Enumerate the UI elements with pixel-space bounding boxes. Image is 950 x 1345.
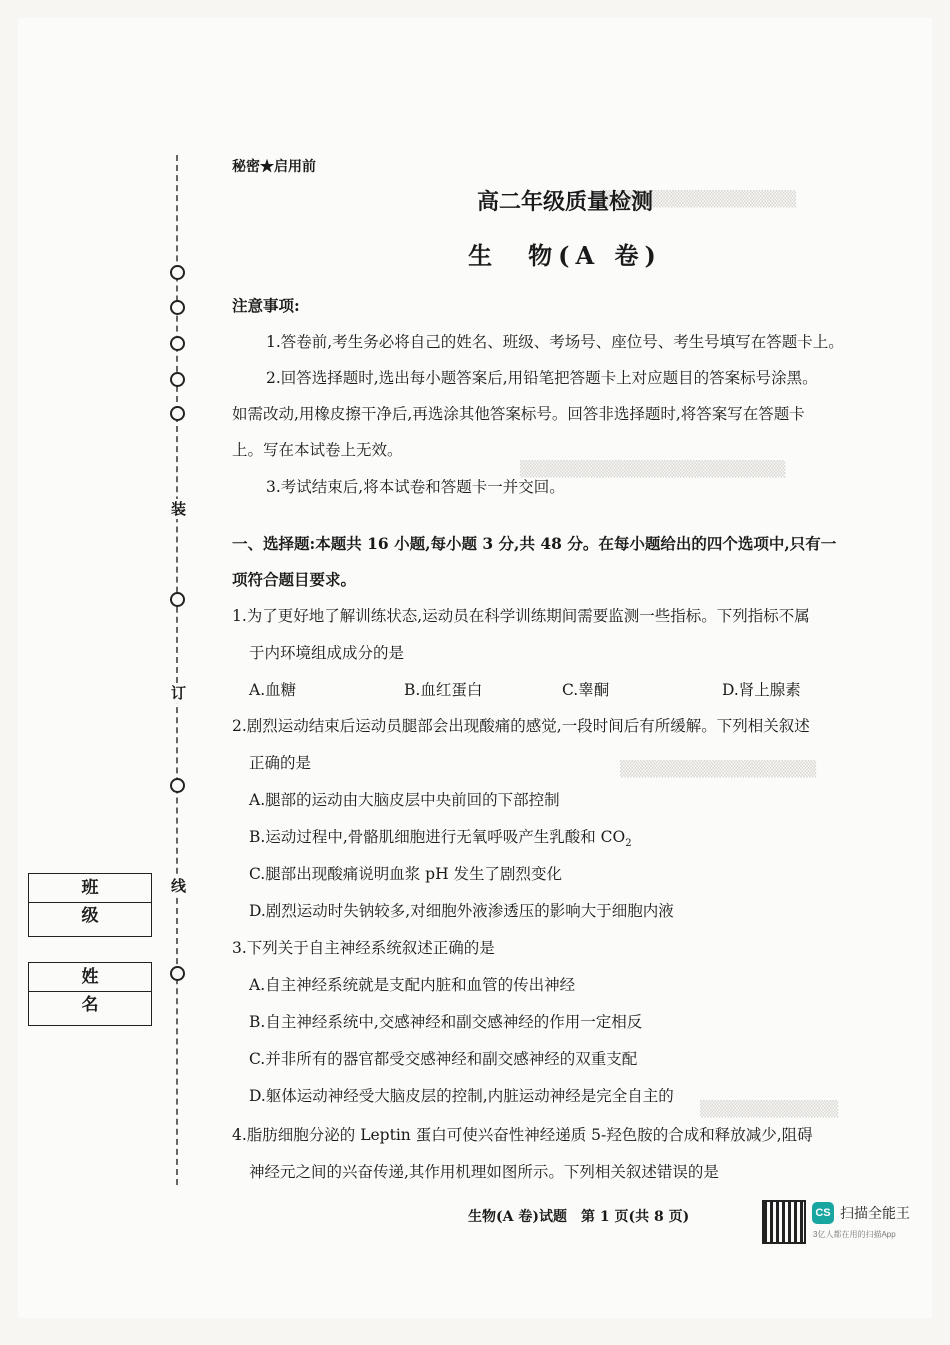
q3-option-c: C.并非所有的器官都受交感神经和副交感神经的双重支配 — [249, 1050, 638, 1068]
q1-option-c: C.睾酮 — [562, 681, 610, 699]
q4-stem-cont: 神经元之间的兴奋传递,其作用机理如图所示。下列相关叙述错误的是 — [249, 1163, 719, 1181]
binding-hole — [170, 592, 185, 607]
confidential-mark: 秘密★启用前 — [232, 159, 316, 175]
camscanner-logo-icon: CS — [812, 1202, 834, 1224]
section-heading: 一、选择题:本题共 16 小题,每小题 3 分,共 48 分。在每小题给出的四个选项中,只有一 — [232, 534, 837, 553]
binding-hole — [170, 778, 185, 793]
notice-heading: 注意事项: — [232, 296, 300, 315]
name-box — [28, 962, 160, 1026]
qr-code-icon — [762, 1200, 806, 1244]
notice-line: 1.答卷前,考生务必将自己的姓名、班级、考场号、座位号、考生号填写在答题卡上。 — [266, 333, 844, 351]
binding-hole — [170, 406, 185, 421]
q3-option-d: D.躯体运动神经受大脑皮层的控制,内脏运动神经是完全自主的 — [249, 1087, 674, 1105]
page-footer: 生物(A 卷)试题 第 1 页(共 8 页) — [468, 1209, 690, 1225]
notice-line: 2.回答选择题时,选出每小题答案后,用铅笔把答题卡上对应题目的答案标号涂黑。 — [266, 369, 818, 387]
q2-option-a: A.腿部的运动由大脑皮层中央前回的下部控制 — [249, 791, 560, 809]
q2-option-b — [249, 826, 632, 855]
q2-option-d: D.剧烈运动时失钠较多,对细胞外液渗透压的影响大于细胞内液 — [249, 902, 674, 920]
binding-hole — [170, 372, 185, 387]
binding-char-ding: 订 — [171, 684, 187, 702]
exam-title: 高二年级质量检测 — [476, 189, 653, 215]
q3-option-b: B.自主神经系统中,交感神经和副交感神经的作用一定相反 — [249, 1013, 643, 1031]
binding-hole — [170, 300, 185, 315]
camscanner-tagline: 3亿人都在用的扫描App — [813, 1230, 896, 1239]
name-label: 姓 名 — [29, 963, 151, 992]
q1-option-b: B.血红蛋白 — [404, 681, 483, 699]
binding-hole — [170, 966, 185, 981]
q1-option-d: D.肾上腺素 — [722, 681, 801, 699]
binding-char-zhuang: 装 — [171, 500, 187, 518]
q3-stem: 3.下列关于自主神经系统叙述正确的是 — [232, 939, 495, 957]
class-label: 班 级 — [29, 874, 151, 903]
q1-option-a: A.血糖 — [249, 681, 297, 699]
q2-option-b-subscript: 2 — [625, 838, 632, 850]
q3-option-a: A.自主神经系统就是支配内脏和血管的传出神经 — [249, 976, 576, 994]
q1-stem: 1.为了更好地了解训练状态,运动员在科学训练期间需要监测一些指标。下列指标不属 — [232, 607, 810, 625]
binding-char-xian: 线 — [171, 877, 187, 895]
bleed-through-text: ▒▒▒▒▒▒▒▒▒▒▒▒▒▒▒▒▒▒▒▒▒▒▒ — [520, 460, 786, 478]
notice-line: 上。写在本试卷上无效。 — [232, 441, 403, 459]
binding-hole — [170, 336, 185, 351]
q2-option-c: C.腿部出现酸痛说明血浆 pH 发生了剧烈变化 — [249, 865, 563, 883]
bleed-through-text: ▒▒▒▒▒▒▒▒▒▒▒▒▒▒▒▒▒ — [620, 760, 817, 778]
bleed-through-text: ▒▒▒▒▒▒▒▒▒▒▒▒ — [700, 1100, 839, 1118]
q2-stem-cont: 正确的是 — [249, 754, 312, 772]
bleed-through-text: ▒▒▒▒▒▒▒▒▒▒▒▒▒▒▒▒▒ — [600, 190, 797, 208]
q1-stem-cont: 于内环境组成成分的是 — [249, 644, 405, 662]
class-box — [28, 873, 160, 937]
q2-stem: 2.剧烈运动结束后运动员腿部会出现酸痛的感觉,一段时间后有所缓解。下列相关叙述 — [232, 717, 810, 735]
section-heading-cont: 项符合题目要求。 — [232, 570, 357, 589]
q2-option-b-text: B.运动过程中,骨骼肌细胞进行无氧呼吸产生乳酸和 CO — [249, 828, 626, 846]
q4-stem: 4.脂肪细胞分泌的 Leptin 蛋白可使兴奋性神经递质 5-羟色胺的合成和释放减少,阻碍 — [232, 1126, 813, 1144]
notice-line: 3.考试结束后,将本试卷和答题卡一并交回。 — [266, 478, 565, 496]
exam-subtitle: 生 物(A 卷) — [468, 241, 662, 270]
camscanner-name: 扫描全能王 — [840, 1205, 910, 1221]
notice-line: 如需改动,用橡皮擦干净后,再选涂其他答案标号。回答非选择题时,将答案写在答题卡 — [232, 405, 805, 423]
